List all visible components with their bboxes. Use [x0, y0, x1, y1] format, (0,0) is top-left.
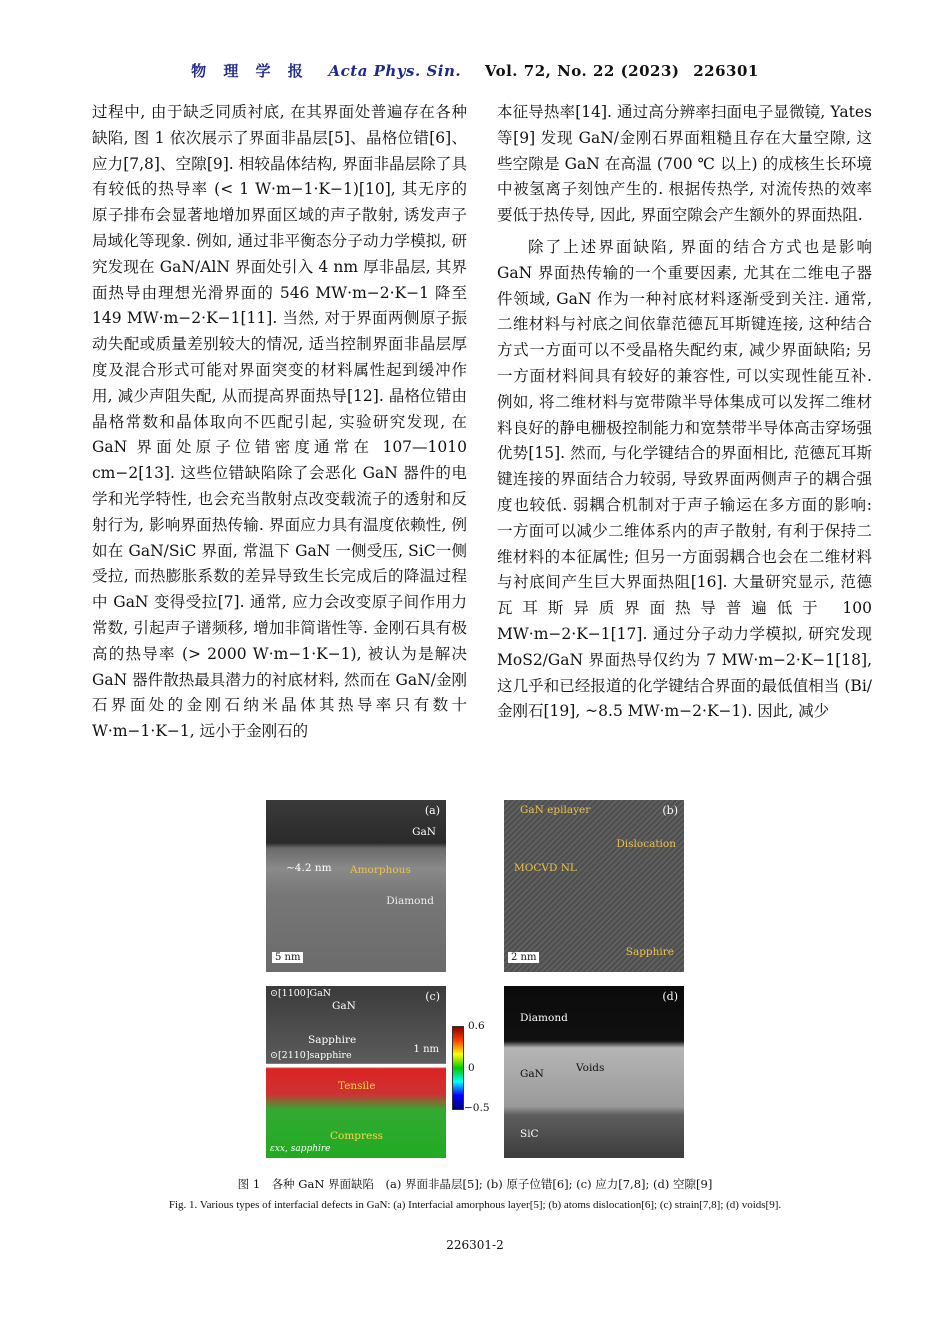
- panel-c-dir2: ⊙[2110]sapphire: [270, 1050, 352, 1061]
- colorbar-max: 0.6: [468, 1020, 485, 1032]
- left-column: [92, 100, 467, 745]
- panel-c-dir1: ⊙[1100]GaN: [270, 988, 332, 999]
- panel-a-label: (a): [424, 804, 440, 817]
- colorbar-mid: 0: [468, 1062, 475, 1074]
- panel-c-sapphire: Sapphire: [308, 1034, 357, 1046]
- journal-header: [0, 60, 950, 81]
- colorbar: [452, 1026, 464, 1110]
- right-paragraph-2: 除了上述界面缺陷, 界面的结合方式也是影响 GaN 界面热传输的一个重要因素, 尤其在二维电子器件领域, GaN 作为一种衬底材料逐渐受到关注. 通常, 二维材料与衬底之间依靠范德瓦耳斯键连接, 这种结合方式一方面可以不受晶格失配约束, 减少界面缺陷; 另一方面材料间具有较好的兼容性, 可以实现性能互补. 例如, 将二维材料与宽带隙半导体集成可以发挥二维材料良好的静电栅极控制能力和宽禁带半导体高击穿场强优势[15]. 然而, 与化学键结合的界面相比, 范德瓦耳斯键连接的界面结合力较弱, 导致界面两侧声子的耦合强度也较低. 弱耦合机制对于声子输运在多方面的影响: 一方面可以减少二维体系内的声子散射, 有利于保持二维材料的本征属性; 但另一方面弱耦合也会在二维材料与衬底间产生巨大界面热阻[16]. 大量研究显示, 范德瓦耳斯异质界面热导普遍低于 100 MW·m−2·K−1[17]. 通过分子动力学模拟, 研究发现 MoS2/GaN 界面热导仅约为 7 MW·m−2·K−1[18], 这几乎和已经报道的化学键结合界面的最低值相当 (Bi/金刚石[19], ~8.5 MW·m−2·K−1). 因此, 减少: [497, 237, 872, 721]
- panel-a: [266, 800, 446, 972]
- panel-b-epilayer: GaN epilayer: [520, 804, 591, 816]
- panel-b: [504, 800, 684, 972]
- panel-b-sapphire: Sapphire: [625, 946, 674, 958]
- panel-a-diamond: Diamond: [386, 895, 434, 907]
- panel-a-scalebar: 5 nm: [272, 952, 303, 963]
- panel-c-gan: GaN: [332, 1000, 356, 1012]
- article-id: 226301: [693, 62, 759, 80]
- panel-c-scalebar: 1 nm: [413, 1044, 439, 1055]
- panel-d-voids: Voids: [576, 1062, 605, 1074]
- colorbar-min: −0.5: [464, 1102, 490, 1114]
- panel-b-nl: MOCVD NL: [514, 862, 577, 874]
- panel-c-label: (c): [425, 990, 440, 1003]
- journal-name-cn: 物 理 学 报: [191, 62, 309, 80]
- panel-c: [266, 986, 446, 1158]
- figure-caption-cn: 图 1 各种 GaN 界面缺陷 (a) 界面非晶层[5]; (b) 原子位错[6]; (c) 应力[7,8]; (d) 空隙[9]: [237, 1177, 713, 1191]
- panel-a-thickness: ~4.2 nm: [286, 862, 332, 874]
- panel-d: [504, 986, 684, 1158]
- panel-c-exx: εxx, sapphire: [270, 1144, 331, 1154]
- panel-d-sic: SiC: [520, 1128, 539, 1140]
- figure-1: [266, 800, 696, 1162]
- journal-name-en: Acta Phys. Sin.: [328, 62, 462, 80]
- panel-d-gan: GaN: [520, 1068, 544, 1080]
- panel-b-scalebar: 2 nm: [508, 952, 539, 963]
- page-number: 226301-2: [446, 1238, 504, 1252]
- figure-caption-en: Fig. 1. Various types of interfacial defects in GaN: (a) Interfacial amorphous layer[5]; (b) atoms dislocation[6]; (c) strain[7,8]; (d) voids[9].: [168, 1199, 782, 1211]
- panel-d-diamond: Diamond: [520, 1012, 568, 1024]
- panel-a-amorphous: Amorphous: [350, 864, 411, 876]
- panel-c-compress: Compress: [330, 1130, 384, 1142]
- panel-b-label: (b): [662, 804, 678, 817]
- panel-c-tensile: Tensile: [338, 1080, 376, 1092]
- panel-a-gan: GaN: [412, 826, 436, 838]
- right-column: [497, 100, 872, 725]
- right-paragraph-1: 本征导热率[14]. 通过高分辨率扫面电子显微镜, Yates 等[9] 发现 GaN/金刚石界面粗糙且存在大量空隙, 这些空隙是 GaN 在高温 (700 ℃ 以上) 的成核生长环境中被氢离子刻蚀产生的. 根据传热学, 对流传热的效率要低于热传导, 因此, 界面空隙会产生额外的界面热阻.: [497, 103, 872, 225]
- left-paragraph: 过程中, 由于缺乏同质衬底, 在其界面处普遍存在各种缺陷, 图 1 依次展示了界面非晶层[5]、晶格位错[6]、应力[7,8]、空隙[9]. 相较晶体结构, 界面非晶层除了具有较低的热导率 (< 1 W·m−1·K−1)[10], 其无序的原子排布会显著地增加界面区域的声子散射, 诱发声子局域化等现象. 例如, 通过非平衡态分子动力学模拟, 研究发现在 GaN/AlN 界面处引入 4 nm 厚非晶层, 其界面热导由理想光滑界面的 546 MW·m−2·K−1 降至 149 MW·m−2·K−1[11]. 当然, 对于界面两侧原子振动失配或质量差别较大的情况, 适当控制界面非晶层厚度及混合形式可能对界面突变的材料属性起到缓冲作用, 减少声阻失配, 从而提高界面热导[12]. 晶格位错由晶格常数和晶体取向不匹配引起, 实验研究发现, 在 GaN 界面处原子位错密度通常在 107—1010 cm−2[13]. 这些位错缺陷除了会恶化 GaN 器件的电学和光学特性, 也会充当散射点改变载流子的透射和反射行为, 影响界面热传输. 界面应力具有温度依赖性, 例如在 GaN/SiC 界面, 常温下 GaN 一侧受压, SiC一侧受拉, 而热膨胀系数的差异导致生长完成后的降温过程中 GaN 变得受拉[7]. 通常, 应力会改变原子间作用力常数, 引起声子谱频移, 增加非简谐性等. 金刚石具有极高的热导率 (> 2000 W·m−1·K−1), 被认为是解决 GaN 器件散热最具潜力的衬底材料, 然而在 GaN/金刚石界面处的金刚石纳米晶体其热导率只有数十 W·m−1·K−1, 远小于金刚石的: [92, 103, 467, 741]
- journal-volume: Vol. 72, No. 22 (2023): [484, 62, 680, 80]
- panel-b-dislocation: Dislocation: [616, 838, 676, 850]
- panel-d-label: (d): [662, 990, 678, 1003]
